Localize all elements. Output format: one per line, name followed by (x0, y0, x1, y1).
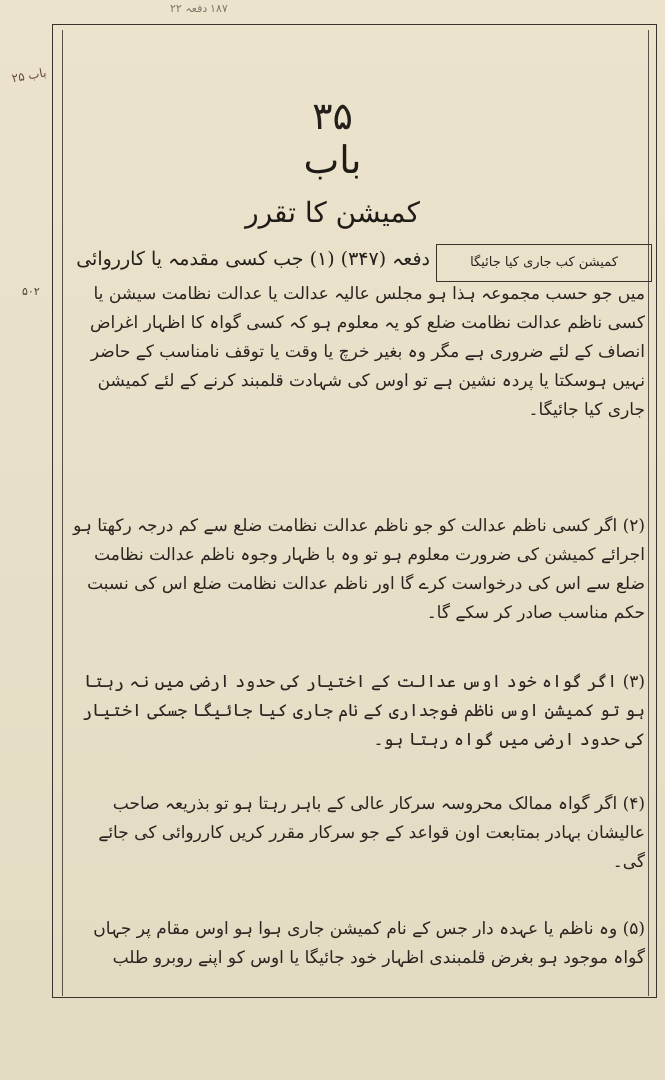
page-number: ۱۸۷ (210, 2, 228, 15)
paragraph-5 (70, 915, 645, 977)
paragraph-2 (70, 512, 645, 632)
chapter-title: کمیشن کا تقرر (245, 196, 420, 229)
top-strip (40, 0, 625, 18)
paragraph-text: میں جو حسب مجموعہ ہذا ہو مجلس عالیہ عدالت یا عدالت نظامت سیشن یا کسی ناظم عدالت نظامت ضلع کو یہ معلوم ہو کہ کسی گواہ کا اظہار اغراض انصاف کے لئے ضروری ہے مگر وہ بغیر خرچ یا وقت یا توقف نامناسب کے حاضر نہیں ہوسکتا یا پردہ نشین ہے تو اوس کی شہادت قلمبند کرنے کے لئے کمیشن جاری کیا جائیگا۔ (89, 284, 645, 420)
paragraph-text: (۵) وہ ناظم یا عہدہ دار جس کے نام کمیشن جاری ہوا ہو اوس مقام پر جہاں گواہ موجود ہو بغرض قلمبندی اظہار خود جائیگا یا اوس کو اپنے روبرو طلب (93, 919, 645, 968)
chapter-number: ۳۵ (312, 94, 353, 138)
paragraph-text: (۳) اگر گواہ خود اوس عدالت کے اختیار کی حدود ارضی میں نہ رہتا ہو تو کمیشن اوس ناظم فوجداری کے نام جاری کیا جائیگا جسکی اختیار کی حدود ارضی میں گواہ رہتا ہو۔ (82, 672, 645, 750)
paragraph-3 (70, 668, 645, 759)
paragraph-text: (۲) اگر کسی ناظم عدالت کو جو ناظم عدالت نظامت ضلع سے کم درجہ رکھتا ہو اجرائے کمیشن کی ضرورت معلوم ہو تو وہ با ظہار وجوہ ناظم عدالت نظامت ضلع سے اس کی درخواست کرے گا اور ناظم عدالت نظامت ضلع اس کی نسبت حکم مناسب صادر کر سکے گا۔ (73, 516, 645, 623)
paragraph-4 (70, 790, 645, 881)
margin-number: ۵۰۲ (22, 285, 40, 298)
paragraph-1 (70, 280, 645, 429)
side-heading-box: کمیشن کب جاری کیا جائیگا (436, 244, 652, 282)
page-bottom-margin (0, 998, 665, 1080)
paragraph-text: (۴) اگر گواہ ممالک محروسہ سرکار عالی کے باہر رہتا ہو تو بذریعہ صاحب عالیشان بہادر بمتابعت اون قواعد کے جو سرکار مقرر کریں کارروائی کی جائے گی۔ (98, 794, 645, 872)
section-title: دفعہ (۳۴۷) (۱) جب کسی مقدمہ یا کارروائی (76, 248, 430, 270)
stamp-text: دفعہ ۲۲ (170, 2, 208, 15)
margin-handwritten-note: باب ۲۵ (10, 65, 48, 86)
chapter-label: باب (303, 138, 362, 182)
